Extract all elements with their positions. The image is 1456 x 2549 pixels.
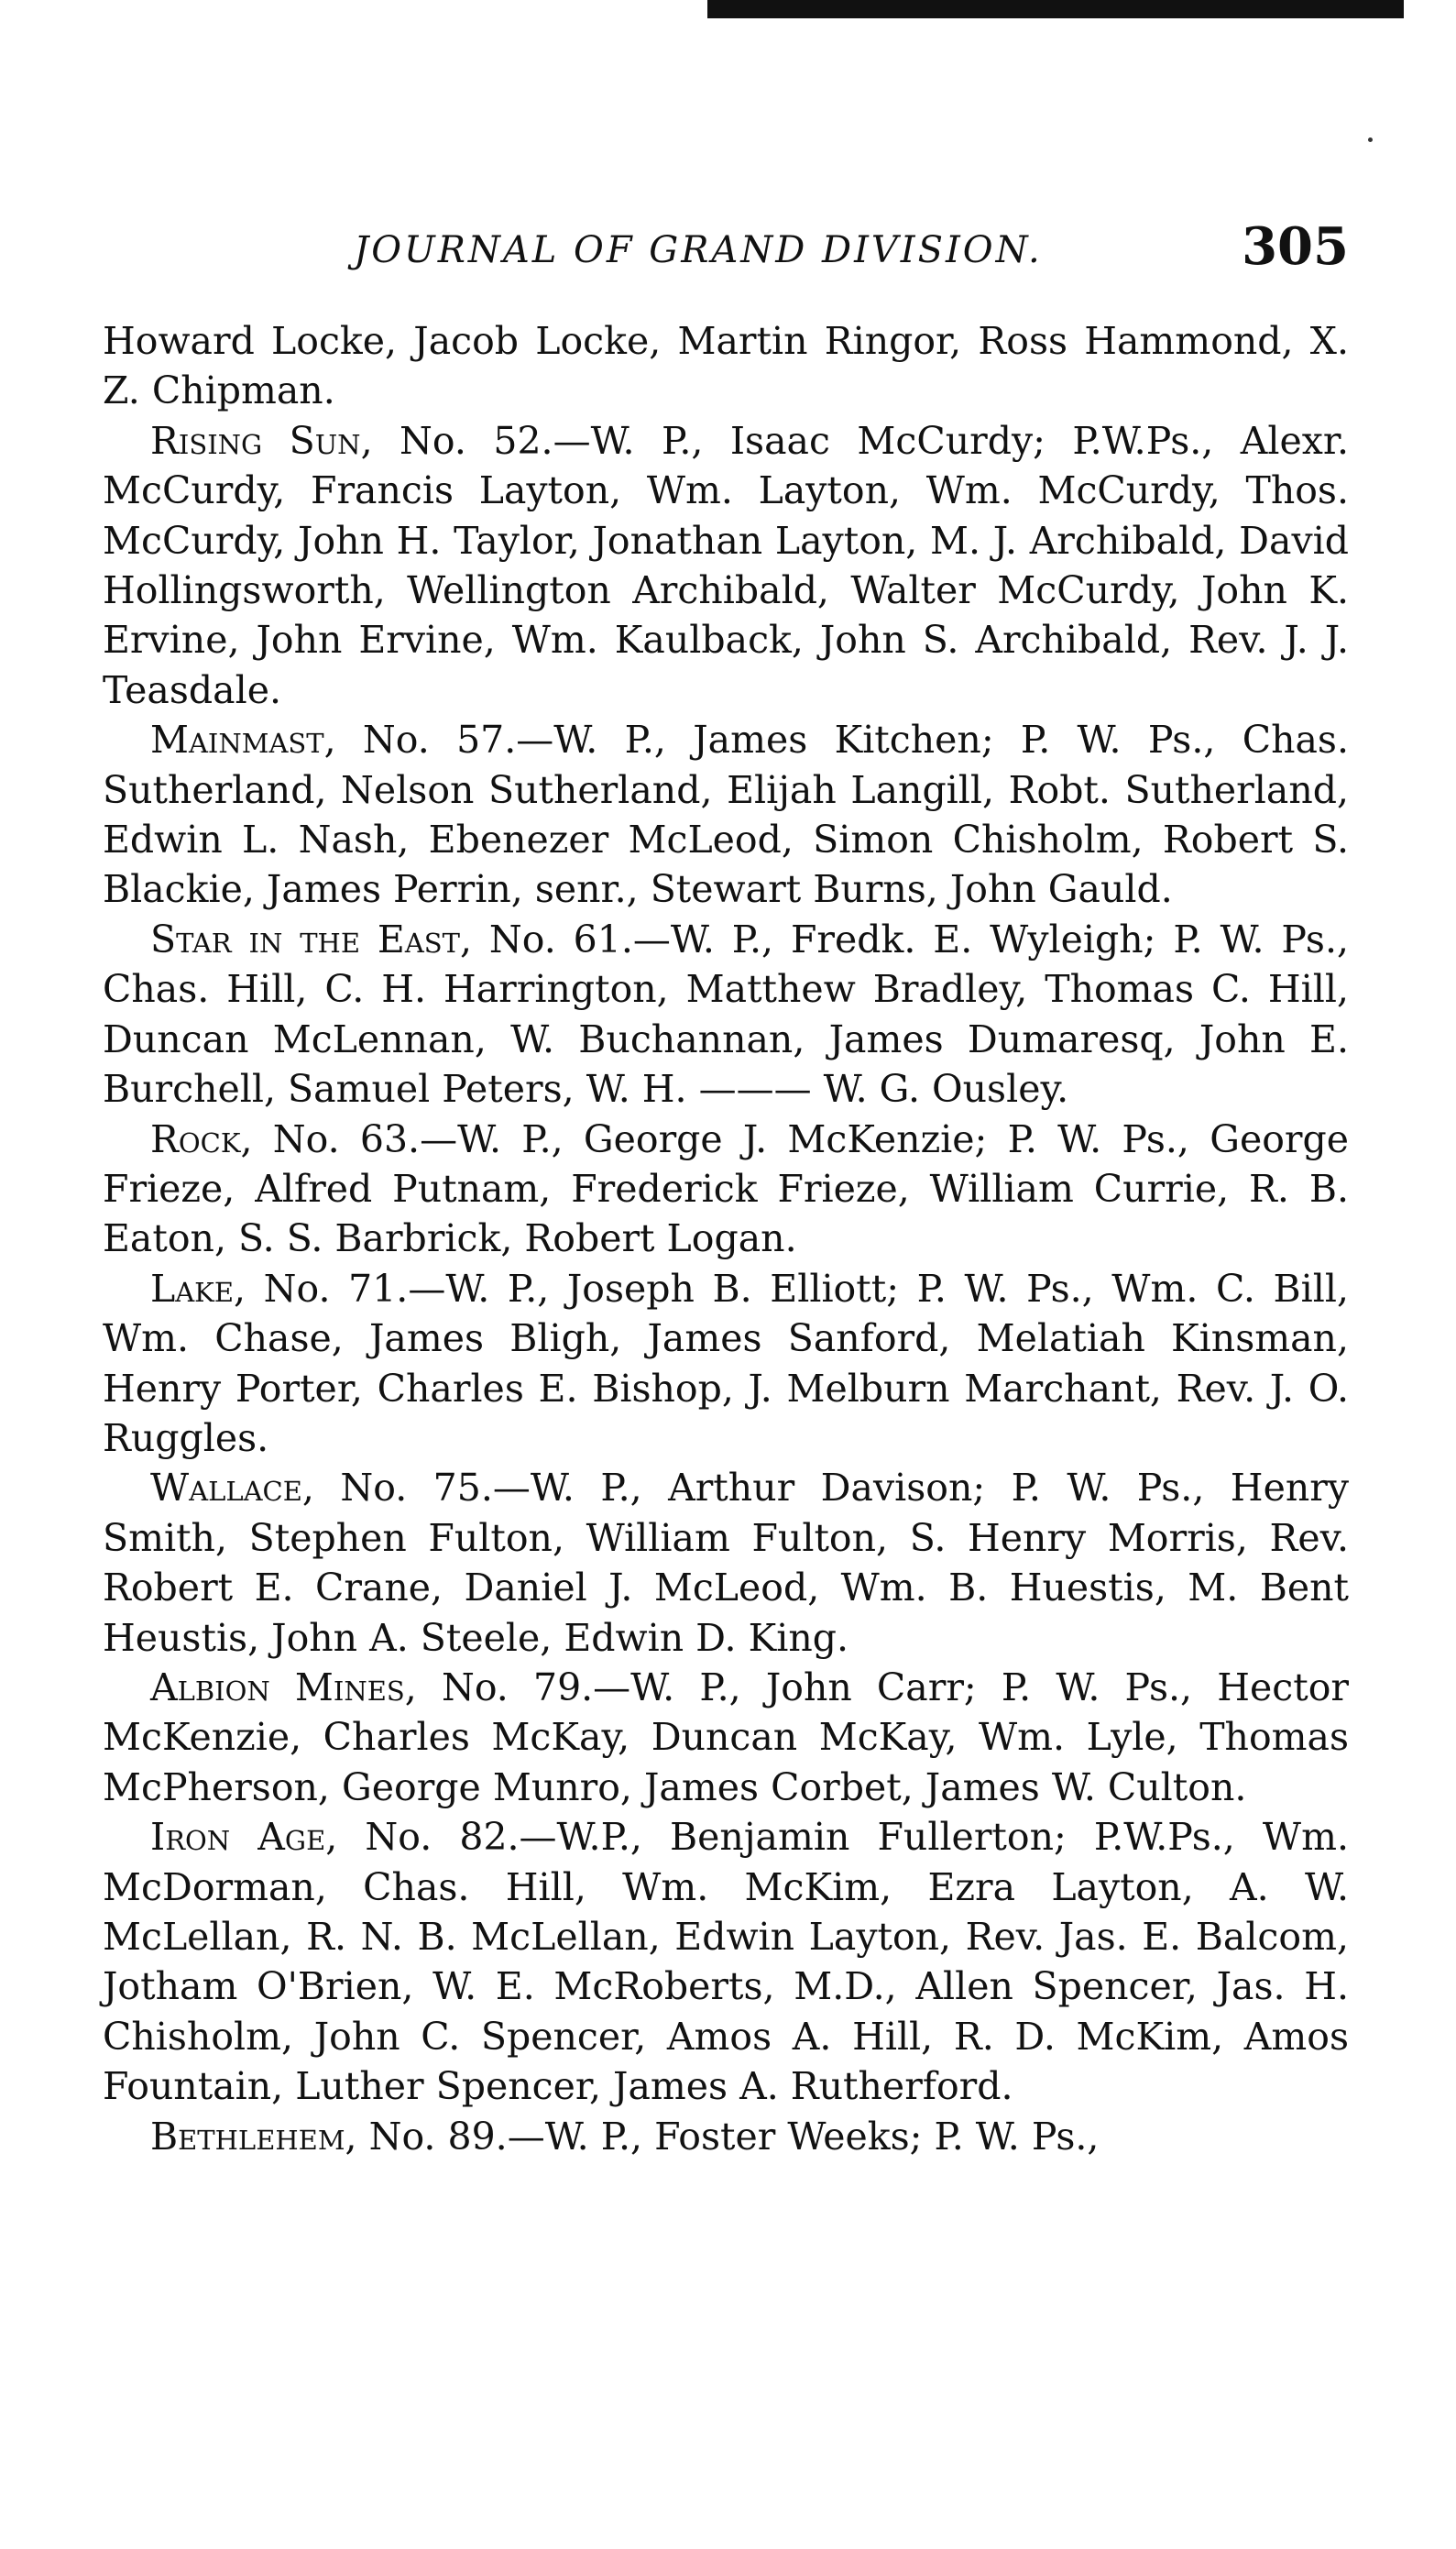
body-text	[103, 316, 1349, 2161]
lodge-name: Wallace	[150, 1466, 302, 1511]
paragraph-bethlehem	[103, 2112, 1349, 2161]
paragraph-mainmast	[103, 715, 1349, 915]
lodge-name: Mainmast	[150, 718, 324, 763]
paragraph-text: , No. 75.—W. P., Arthur Davison; P. W. Ps., Henry Smith, Stephen Fulton, William Fulton, S. Henry Morris, Rev. Robert E. Crane, Daniel J. McLeod, Wm. B. Huestis, M. Bent Heustis, John A. Steele, Edwin D. King.	[103, 1466, 1349, 1660]
page-header	[103, 213, 1349, 286]
paragraph-text: , No. 79.—W. P., John Carr; P. W. Ps., Hector McKenzie, Charles McKay, Duncan McKay, Wm. Lyle, Thomas McPherson, George Munro, James Corbet, James W. Culton.	[103, 1665, 1349, 1809]
lodge-name: Lake	[150, 1266, 235, 1311]
lodge-name: Rock	[150, 1116, 241, 1161]
lodge-name: Rising Sun	[150, 418, 361, 463]
paragraph-wallace	[103, 1463, 1349, 1663]
running-head: JOURNAL OF GRAND DIVISION.	[354, 229, 1043, 271]
top-edge-rule	[707, 0, 1404, 18]
paragraph-albion-mines	[103, 1663, 1349, 1812]
paragraph-text: , No. 63.—W. P., George J. McKenzie; P. W. Ps., George Frieze, Alfred Putnam, Frederick Frieze, William Currie, R. B. Eaton, S. S. Barbrick, Robert Logan.	[103, 1116, 1349, 1261]
paragraph-star-in-the-east	[103, 915, 1349, 1115]
paragraph-text: , No. 71.—W. P., Joseph B. Elliott; P. W. Ps., Wm. C. Bill, Wm. Chase, James Bligh, James Sanford, Melatiah Kinsman, Henry Porter, Charles E. Bishop, J. Melburn Marchant, Rev. J. O. Ruggles.	[103, 1266, 1349, 1460]
paragraph-iron-age	[103, 1812, 1349, 2111]
lodge-name: Iron Age	[150, 1815, 326, 1860]
page-number: 305	[1242, 216, 1349, 277]
paragraph-text: Howard Locke, Jacob Locke, Martin Ringor, Ross Hammond, X. Z. Chipman.	[103, 319, 1349, 413]
paragraph-text: , No. 89.—W. P., Foster Weeks; P. W. Ps.,	[345, 2114, 1100, 2159]
paragraph-text: , No. 52.—W. P., Isaac McCurdy; P.W.Ps., Alexr. McCurdy, Francis Layton, Wm. Layton, Wm. McCurdy, Thos. McCurdy, John H. Taylor, Jonathan Layton, M. J. Archibald, David Hollingsworth, Wellington Archibald, Walter McCurdy, John K. Ervine, John Ervine, Wm. Kaulback, John S. Archibald, Rev. J. J. Teasdale.	[103, 418, 1350, 712]
paragraph-lake	[103, 1264, 1349, 1464]
lodge-name: Bethlehem	[150, 2114, 345, 2159]
paragraph-rock	[103, 1115, 1349, 1264]
paragraph-text: , No. 82.—W.P., Benjamin Fullerton; P.W.Ps., Wm. McDorman, Chas. Hill, Wm. McKim, Ezra Layton, A. W. McLellan, R. N. B. McLellan, Edwin Layton, Rev. Jas. E. Balcom, Jotham O'Brien, W. E. McRoberts, M.D., Allen Spencer, Jas. H. Chisholm, John C. Spencer, Amos A. Hill, R. D. McKim, Amos Fountain, Luther Spencer, James A. Rutherford.	[103, 1815, 1349, 2109]
lodge-name: Albion Mines	[150, 1665, 405, 1709]
lodge-name: Star in the East	[150, 917, 460, 961]
paragraph-text: , No. 61.—W. P., Fredk. E. Wyleigh; P. W. Ps., Chas. Hill, C. H. Harrington, Matthew Bradley, Thomas C. Hill, Duncan McLennan, W. Buchannan, James Dumaresq, John E. Burchell, Samuel Peters, W. H. ——— W. G. Ousley.	[103, 917, 1350, 1112]
paragraph-continued	[103, 316, 1349, 416]
print-speck	[1368, 137, 1373, 142]
paragraph-text: , No. 57.—W. P., James Kitchen; P. W. Ps., Chas. Sutherland, Nelson Sutherland, Elijah Langill, Robt. Sutherland, Edwin L. Nash, Ebenezer McLeod, Simon Chisholm, Robert S. Blackie, James Perrin, senr., Stewart Burns, John Gauld.	[103, 718, 1349, 912]
paragraph-rising-sun	[103, 416, 1349, 715]
